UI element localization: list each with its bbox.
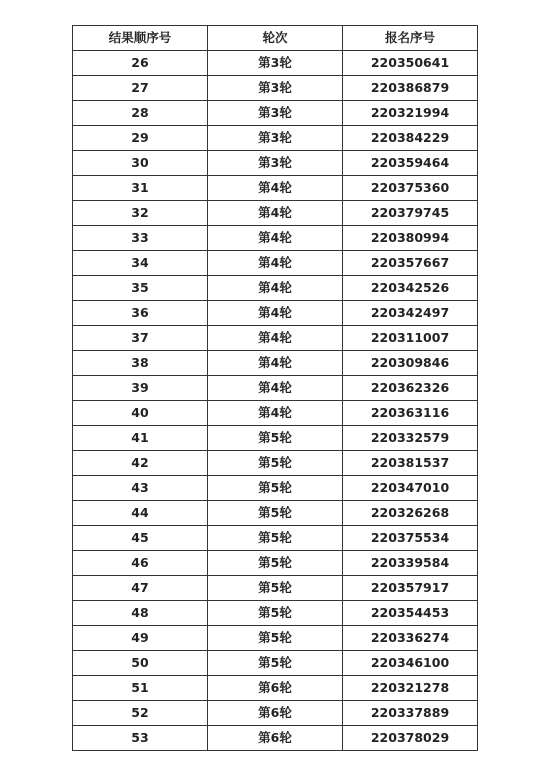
cell-round: 第4轮 bbox=[208, 351, 343, 376]
cell-registration-number: 220362326 bbox=[343, 376, 478, 401]
cell-round: 第4轮 bbox=[208, 276, 343, 301]
cell-round: 第3轮 bbox=[208, 76, 343, 101]
cell-result-order: 53 bbox=[73, 726, 208, 751]
cell-result-order: 49 bbox=[73, 626, 208, 651]
cell-registration-number: 220375534 bbox=[343, 526, 478, 551]
cell-result-order: 37 bbox=[73, 326, 208, 351]
table-row bbox=[73, 726, 478, 751]
cell-registration-number: 220346100 bbox=[343, 651, 478, 676]
cell-registration-number: 220339584 bbox=[343, 551, 478, 576]
table-row bbox=[73, 401, 478, 426]
cell-result-order: 38 bbox=[73, 351, 208, 376]
cell-round: 第4轮 bbox=[208, 201, 343, 226]
table-header bbox=[73, 26, 478, 51]
table-row bbox=[73, 551, 478, 576]
cell-round: 第5轮 bbox=[208, 576, 343, 601]
header-row bbox=[73, 26, 478, 51]
cell-result-order: 39 bbox=[73, 376, 208, 401]
cell-result-order: 45 bbox=[73, 526, 208, 551]
table-row bbox=[73, 276, 478, 301]
table-row bbox=[73, 701, 478, 726]
cell-result-order: 31 bbox=[73, 176, 208, 201]
cell-registration-number: 220380994 bbox=[343, 226, 478, 251]
table-row bbox=[73, 351, 478, 376]
table-row bbox=[73, 651, 478, 676]
cell-result-order: 29 bbox=[73, 126, 208, 151]
table-row bbox=[73, 476, 478, 501]
results-sheet bbox=[72, 25, 477, 751]
table-row bbox=[73, 426, 478, 451]
table-row bbox=[73, 101, 478, 126]
cell-round: 第5轮 bbox=[208, 626, 343, 651]
cell-result-order: 42 bbox=[73, 451, 208, 476]
cell-result-order: 32 bbox=[73, 201, 208, 226]
cell-registration-number: 220357917 bbox=[343, 576, 478, 601]
cell-result-order: 33 bbox=[73, 226, 208, 251]
cell-result-order: 34 bbox=[73, 251, 208, 276]
cell-round: 第3轮 bbox=[208, 126, 343, 151]
cell-round: 第5轮 bbox=[208, 651, 343, 676]
table-row bbox=[73, 526, 478, 551]
cell-result-order: 28 bbox=[73, 101, 208, 126]
cell-registration-number: 220386879 bbox=[343, 76, 478, 101]
header-result-order: 结果顺序号 bbox=[73, 26, 208, 51]
cell-registration-number: 220375360 bbox=[343, 176, 478, 201]
cell-round: 第5轮 bbox=[208, 476, 343, 501]
cell-registration-number: 220337889 bbox=[343, 701, 478, 726]
table-row bbox=[73, 151, 478, 176]
cell-round: 第4轮 bbox=[208, 251, 343, 276]
cell-result-order: 47 bbox=[73, 576, 208, 601]
cell-registration-number: 220321994 bbox=[343, 101, 478, 126]
table-row bbox=[73, 226, 478, 251]
table-row bbox=[73, 201, 478, 226]
cell-result-order: 36 bbox=[73, 301, 208, 326]
cell-round: 第4轮 bbox=[208, 376, 343, 401]
cell-result-order: 35 bbox=[73, 276, 208, 301]
cell-round: 第4轮 bbox=[208, 176, 343, 201]
cell-registration-number: 220347010 bbox=[343, 476, 478, 501]
cell-registration-number: 220379745 bbox=[343, 201, 478, 226]
cell-registration-number: 220342526 bbox=[343, 276, 478, 301]
cell-result-order: 48 bbox=[73, 601, 208, 626]
cell-result-order: 51 bbox=[73, 676, 208, 701]
cell-registration-number: 220311007 bbox=[343, 326, 478, 351]
table-row bbox=[73, 601, 478, 626]
cell-registration-number: 220357667 bbox=[343, 251, 478, 276]
cell-round: 第6轮 bbox=[208, 676, 343, 701]
cell-registration-number: 220336274 bbox=[343, 626, 478, 651]
cell-round: 第5轮 bbox=[208, 526, 343, 551]
table-row bbox=[73, 326, 478, 351]
cell-round: 第6轮 bbox=[208, 726, 343, 751]
table-row bbox=[73, 51, 478, 76]
table-row bbox=[73, 626, 478, 651]
cell-round: 第6轮 bbox=[208, 701, 343, 726]
cell-registration-number: 220326268 bbox=[343, 501, 478, 526]
table-row bbox=[73, 251, 478, 276]
cell-registration-number: 220384229 bbox=[343, 126, 478, 151]
cell-round: 第3轮 bbox=[208, 151, 343, 176]
cell-registration-number: 220309846 bbox=[343, 351, 478, 376]
table-row bbox=[73, 576, 478, 601]
cell-result-order: 40 bbox=[73, 401, 208, 426]
cell-round: 第5轮 bbox=[208, 601, 343, 626]
cell-round: 第4轮 bbox=[208, 326, 343, 351]
table-row bbox=[73, 176, 478, 201]
table-row bbox=[73, 376, 478, 401]
cell-registration-number: 220332579 bbox=[343, 426, 478, 451]
table-row bbox=[73, 451, 478, 476]
cell-registration-number: 220378029 bbox=[343, 726, 478, 751]
header-round: 轮次 bbox=[208, 26, 343, 51]
cell-round: 第5轮 bbox=[208, 426, 343, 451]
cell-registration-number: 220321278 bbox=[343, 676, 478, 701]
table-body bbox=[73, 51, 478, 751]
table-row bbox=[73, 501, 478, 526]
cell-registration-number: 220342497 bbox=[343, 301, 478, 326]
table-row bbox=[73, 76, 478, 101]
table-row bbox=[73, 301, 478, 326]
header-registration-number: 报名序号 bbox=[343, 26, 478, 51]
cell-registration-number: 220363116 bbox=[343, 401, 478, 426]
cell-result-order: 44 bbox=[73, 501, 208, 526]
cell-result-order: 52 bbox=[73, 701, 208, 726]
cell-round: 第5轮 bbox=[208, 451, 343, 476]
cell-round: 第4轮 bbox=[208, 226, 343, 251]
cell-round: 第4轮 bbox=[208, 401, 343, 426]
table-row bbox=[73, 676, 478, 701]
cell-result-order: 41 bbox=[73, 426, 208, 451]
cell-round: 第3轮 bbox=[208, 101, 343, 126]
cell-result-order: 26 bbox=[73, 51, 208, 76]
cell-registration-number: 220350641 bbox=[343, 51, 478, 76]
cell-registration-number: 220359464 bbox=[343, 151, 478, 176]
cell-result-order: 50 bbox=[73, 651, 208, 676]
cell-round: 第5轮 bbox=[208, 501, 343, 526]
lottery-results-table bbox=[72, 25, 478, 751]
cell-registration-number: 220354453 bbox=[343, 601, 478, 626]
cell-result-order: 46 bbox=[73, 551, 208, 576]
cell-round: 第4轮 bbox=[208, 301, 343, 326]
cell-result-order: 27 bbox=[73, 76, 208, 101]
cell-round: 第5轮 bbox=[208, 551, 343, 576]
cell-registration-number: 220381537 bbox=[343, 451, 478, 476]
cell-result-order: 30 bbox=[73, 151, 208, 176]
cell-result-order: 43 bbox=[73, 476, 208, 501]
table-row bbox=[73, 126, 478, 151]
cell-round: 第3轮 bbox=[208, 51, 343, 76]
